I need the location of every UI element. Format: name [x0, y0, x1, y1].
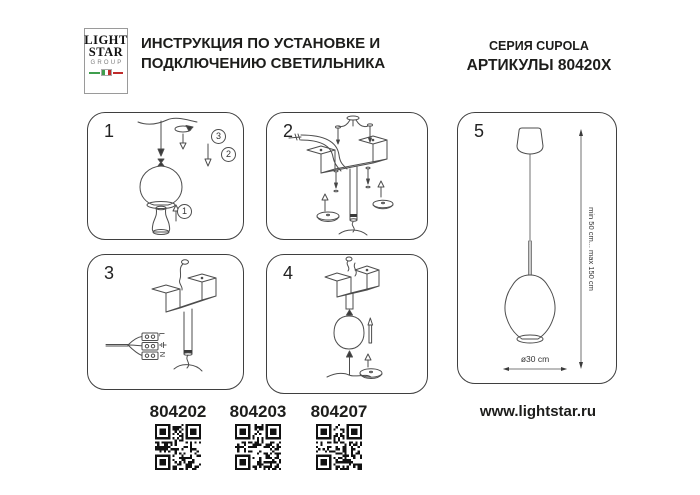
lightstar-logo — [84, 28, 128, 94]
logo-word-star: STAR — [88, 45, 124, 59]
step-badge-2: 2 — [221, 147, 236, 162]
italy-flag-icon — [89, 69, 123, 76]
article-number-2: 804203 — [229, 402, 287, 421]
series-block — [448, 39, 630, 75]
website-url: www.lightstar.ru — [479, 403, 597, 420]
terminal-label-L: L — [157, 332, 167, 337]
height-range-label: min 50 cm... max 150 cm — [587, 207, 596, 291]
step-badge-1: 1 — [177, 204, 192, 219]
pendant-lamp-drawing — [458, 113, 618, 385]
step-number: 4 — [283, 263, 294, 283]
step-number: 3 — [104, 263, 115, 283]
article-number-1: 804202 — [149, 402, 207, 421]
step2-drawing — [267, 113, 429, 241]
step-number: 5 — [474, 121, 485, 141]
step-badge-3: 3 — [211, 129, 226, 144]
result-panel-5 — [457, 112, 617, 384]
series-title: СЕРИЯ CUPOLA — [489, 39, 589, 53]
step-panel-2 — [266, 112, 428, 240]
step4-drawing — [267, 255, 429, 395]
step-panel-1 — [87, 112, 244, 240]
step-panel-3 — [87, 254, 244, 390]
qr-code-804207 — [316, 424, 362, 470]
article-number-3: 804207 — [310, 402, 368, 421]
step-number: 2 — [283, 121, 294, 141]
terminal-label-N: N — [158, 351, 168, 358]
title-line-1: ИНСТРУКЦИЯ ПО УСТАНОВКЕ И — [141, 35, 381, 52]
step3-drawing — [88, 255, 245, 391]
qr-code-804203 — [235, 424, 281, 470]
logo-word-group: GROUP — [90, 60, 124, 66]
step-number: 1 — [104, 121, 115, 141]
step-panel-4 — [266, 254, 428, 394]
earth-ground-icon — [159, 341, 167, 349]
page-title — [141, 34, 441, 74]
articles-title: АРТИКУЛЫ 80420X — [466, 57, 612, 74]
qr-code-804202 — [155, 424, 201, 470]
diameter-label: ø30 cm — [520, 354, 550, 364]
logo-word-light: LIGHT — [84, 33, 128, 47]
title-line-2: ПОДКЛЮЧЕНИЮ СВЕТИЛЬНИКА — [141, 55, 386, 72]
